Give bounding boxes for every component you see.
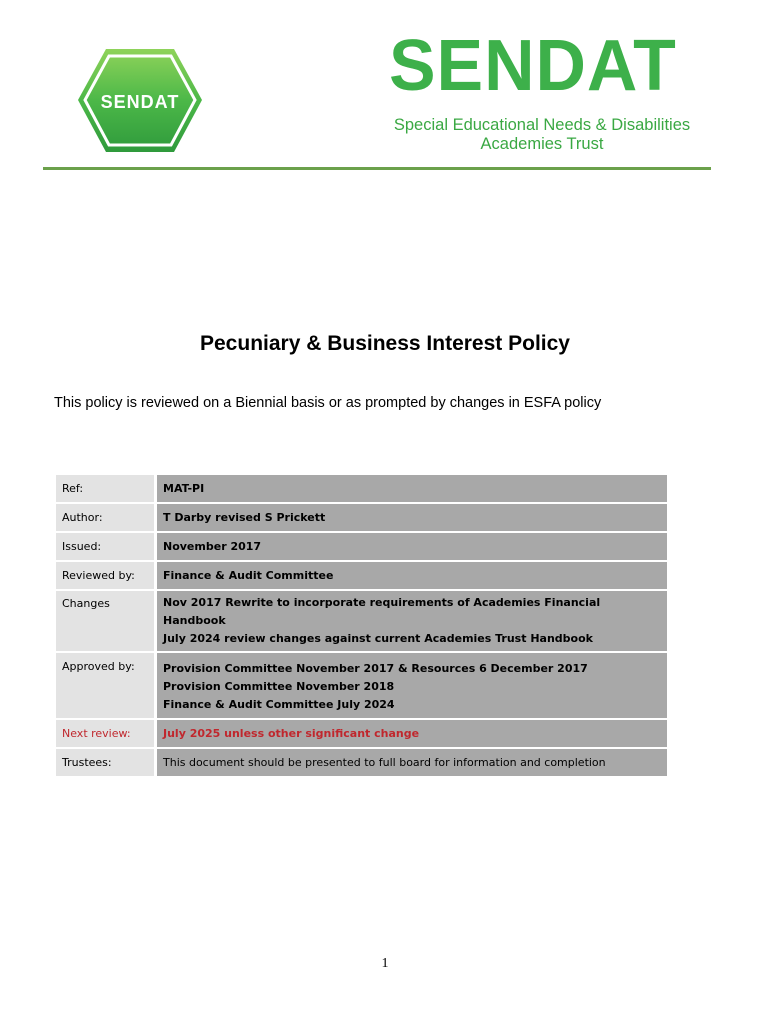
row-value: Nov 2017 Rewrite to incorporate requirements of Academies Financial Handbook July 2024 review changes against current Academies Trust Handbook [156, 590, 668, 652]
table-row [56, 590, 667, 652]
table-row [56, 561, 667, 590]
page-number: 1 [381, 956, 389, 971]
table-row [56, 475, 667, 503]
row-value: This document should be presented to full board for information and completion [156, 748, 668, 777]
row-label: Author: [56, 503, 156, 532]
row-label: Reviewed by: [56, 561, 156, 590]
table-row [56, 532, 667, 561]
row-label: Issued: [56, 532, 156, 561]
row-label: Next review: [56, 719, 156, 748]
table-row [56, 652, 667, 719]
brand-subtitle [388, 116, 696, 154]
row-value: November 2017 [156, 532, 668, 561]
document-title: Pecuniary & Business Interest Policy [200, 332, 570, 355]
sendat-badge-logo [76, 47, 204, 154]
row-value: July 2025 unless other significant change [156, 719, 668, 748]
row-value: Finance & Audit Committee [156, 561, 668, 590]
brand-subtitle-line2: Academies Trust [480, 135, 604, 153]
row-value: T Darby revised S Prickett [156, 503, 668, 532]
brand-wordmark: SENDAT [389, 26, 677, 106]
row-label: Trustees: [56, 748, 156, 777]
header-divider [43, 167, 711, 170]
row-label: Ref: [56, 475, 156, 503]
table-row [56, 748, 667, 777]
review-statement: This policy is reviewed on a Biennial basis or as prompted by changes in ESFA policy [54, 395, 602, 411]
brand-subtitle-line1: Special Educational Needs & Disabilities [393, 116, 691, 134]
row-value: MAT-PI [156, 475, 668, 503]
table-row [56, 719, 667, 748]
badge-text: SENDAT [100, 92, 180, 112]
row-value: Provision Committee November 2017 & Resources 6 December 2017 Provision Committee November 2018 Finance & Audit Committee July 2024 [156, 652, 668, 719]
policy-info-table [56, 475, 667, 778]
table-row [56, 503, 667, 532]
row-label: Changes [56, 590, 156, 652]
row-label: Approved by: [56, 652, 156, 719]
